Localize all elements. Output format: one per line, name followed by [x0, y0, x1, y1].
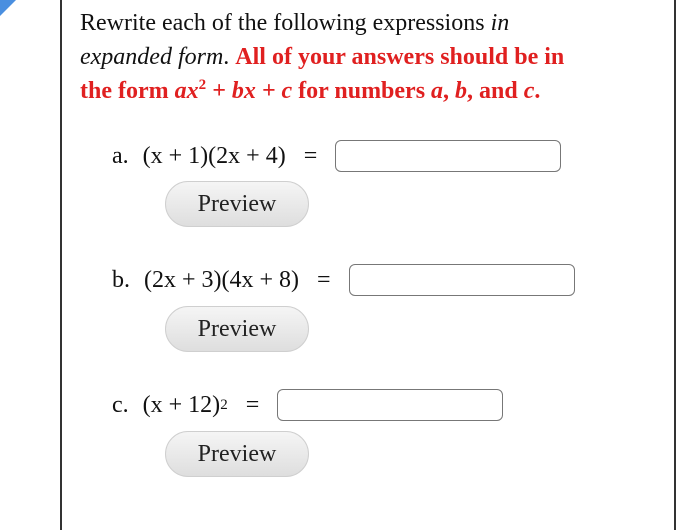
instruction-red-1: All of your answers should be in	[235, 44, 565, 70]
problem-expression: (x + 1)(2x + 4)	[142, 142, 286, 169]
equals-sign: =	[245, 391, 260, 418]
problem-label: c.	[112, 391, 129, 418]
instructions	[80, 6, 650, 108]
instruction-red-3: for numbers	[298, 78, 426, 104]
instruction-red-2: the form	[80, 78, 169, 104]
equals-sign: =	[303, 142, 318, 169]
problem-b	[112, 262, 575, 298]
problem-a	[112, 138, 561, 174]
instruction-red-4: , and	[467, 78, 518, 104]
var-a: a	[431, 78, 444, 104]
problem-c: c. (x + 12) 2 =	[112, 387, 503, 423]
form-bx-c: + bx + c	[206, 78, 293, 104]
answer-input-b[interactable]	[349, 264, 575, 296]
form-ax: ax	[174, 78, 199, 104]
comma: ,	[443, 78, 450, 104]
instruction-text-expanded: expanded form	[80, 44, 224, 70]
question-panel	[60, 0, 676, 530]
var-b: b	[455, 78, 468, 104]
corner-flag-icon	[0, 0, 16, 16]
answer-input-c[interactable]	[277, 389, 503, 421]
preview-button-c[interactable]: Preview	[165, 431, 309, 477]
problem-expression: (2x + 3)(4x + 8)	[144, 266, 300, 293]
answer-input-a[interactable]	[335, 140, 561, 172]
form-exponent: 2	[198, 77, 207, 93]
equals-sign: =	[317, 266, 331, 293]
preview-button-a[interactable]: Preview	[165, 181, 309, 227]
problem-label: b.	[112, 266, 130, 293]
instruction-text-in: in	[490, 10, 510, 36]
problem-expression: (x + 12)	[142, 391, 221, 418]
problem-label: a.	[112, 142, 129, 169]
var-c: c	[523, 78, 535, 104]
instruction-text-1: Rewrite each of the following expressions	[80, 10, 485, 36]
final-period: .	[534, 78, 541, 104]
preview-button-b[interactable]: Preview	[165, 306, 309, 352]
instruction-period: .	[223, 44, 230, 70]
